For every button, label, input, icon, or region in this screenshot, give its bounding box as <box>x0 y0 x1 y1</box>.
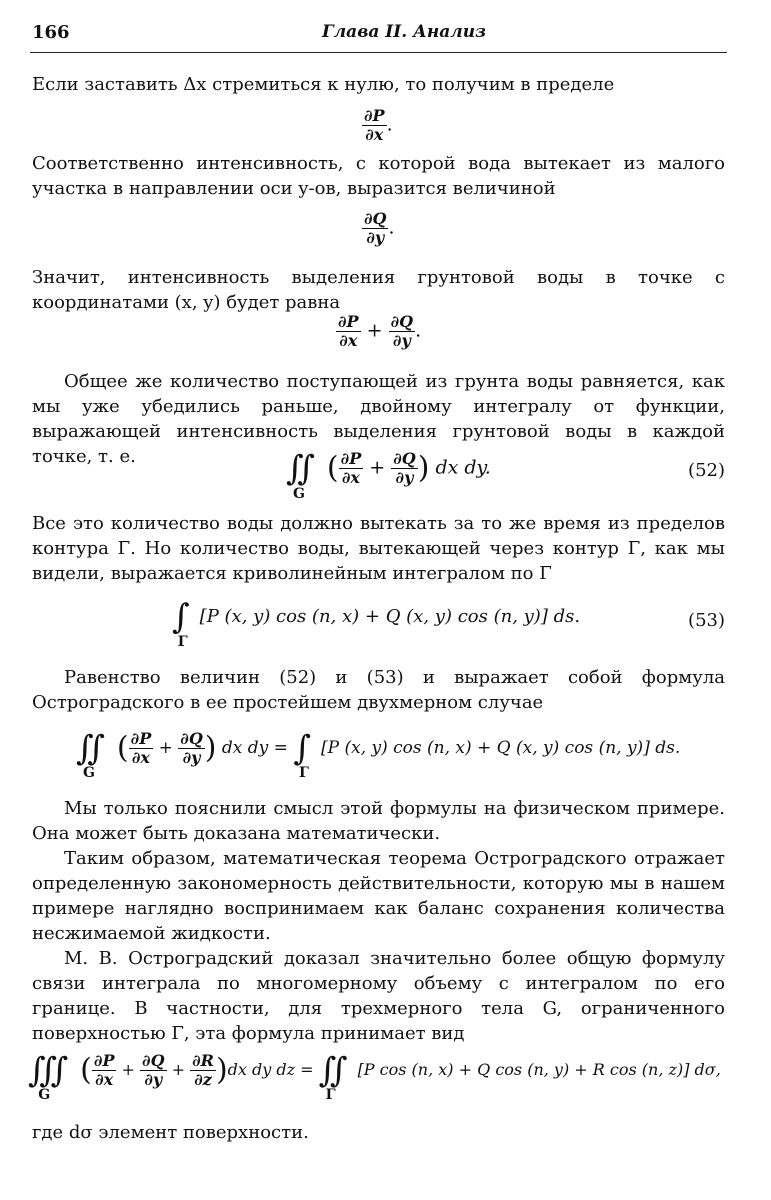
paragraph-6: Равенство величин (52) и (53) и выражает собой формула Остроградского в ее простейшем двухмерном случае <box>32 667 725 713</box>
equation-52-label: (52) <box>688 460 725 481</box>
paragraph-10: где dσ элемент поверхности. <box>32 1122 309 1143</box>
equation-dQ-dy: $\frac{\partial Q}{\partial y}$ . <box>364 209 395 247</box>
paragraph-1: Если заставить Δx стремиться к нулю, то получим в пределе <box>32 74 615 95</box>
paragraph-5: Все это количество воды должно вытекать за то же время из пределов контура Γ. Но количество воды, вытекающей через контур Γ, как мы видели, выражается криволинейным интегралом по Γ <box>32 513 725 584</box>
header-rule <box>30 52 727 53</box>
running-header <box>32 22 725 48</box>
equation-ostrogradsky-3d: ∭G( $\frac{\partial P}{\partial x}$ + $\frac{\partial Q}{\partial y}$ + $\frac{\partial R}{\partial z}$ )dx dy dz = ∬Γ[P cos (n, x) + Q cos (n, y) + R cos (n, z)] dσ, <box>28 1050 721 1103</box>
paragraph-3: Значит, интенсивность выделения грунтовой воды в точке с координатами (x, y) будет равна <box>32 267 725 313</box>
equation-dP-dx: $\frac{\partial P}{\partial x}$ . <box>364 106 393 144</box>
paragraph-9: М. В. Остроградский доказал значительно более общую формулу связи интеграла по многомерному объему с интегралом по его границе. В частности, для трехмерного тела G, ограниченного поверхностью Γ, эта формула принимает вид <box>32 948 725 1044</box>
equation-ostrogradsky-2d: $∬_G$( $\frac{\partial P}{\partial x}$ + $\frac{\partial Q}{\partial y}$ ) dx dy = $\int_\Gamma[P$ (x, y) cos (n, x) + Q (x, y) cos (n, y)] ds. <box>76 728 681 781</box>
paragraph-2: Соответственно интенсивность, с которой вода вытекает из малого участка в направлении оси y-ов, выразится величиной <box>32 153 725 199</box>
chapter-title: Глава II. Анализ <box>322 22 486 42</box>
paragraph-4: Общее же количество поступающей из грунта воды равняется, как мы уже убедились раньше, двойному интегралу от функции, выражающей интенсивность выделения грунтовой воды в каждой точке, т. е. <box>32 371 725 467</box>
equation-sum: $\frac{\partial P}{\partial x}$ + $\frac{\partial Q}{\partial y}$ . <box>338 312 422 350</box>
equation-52: $∬_G$( $\frac{\partial P}{\partial x}$ + $\frac{\partial Q}{\partial y}$ ) dx dy. <box>286 448 491 502</box>
equation-53: $\int_\Gamma[P$ (x, y) cos (n, x) + Q (x, y) cos (n, y)] ds. <box>172 597 581 650</box>
equation-53-label: (53) <box>688 610 725 631</box>
paragraph-8: Таким образом, математическая теорема Остроградского отражает определенную закономерность действительности, которую мы в нашем примере наглядно воспринимаем как баланс сохранения количества несжимаемой жидкости. <box>32 848 725 944</box>
paragraph-7: Мы только пояснили смысл этой формулы на физическом примере. Она может быть доказана математически. <box>32 798 725 844</box>
page-number: 166 <box>32 22 70 43</box>
